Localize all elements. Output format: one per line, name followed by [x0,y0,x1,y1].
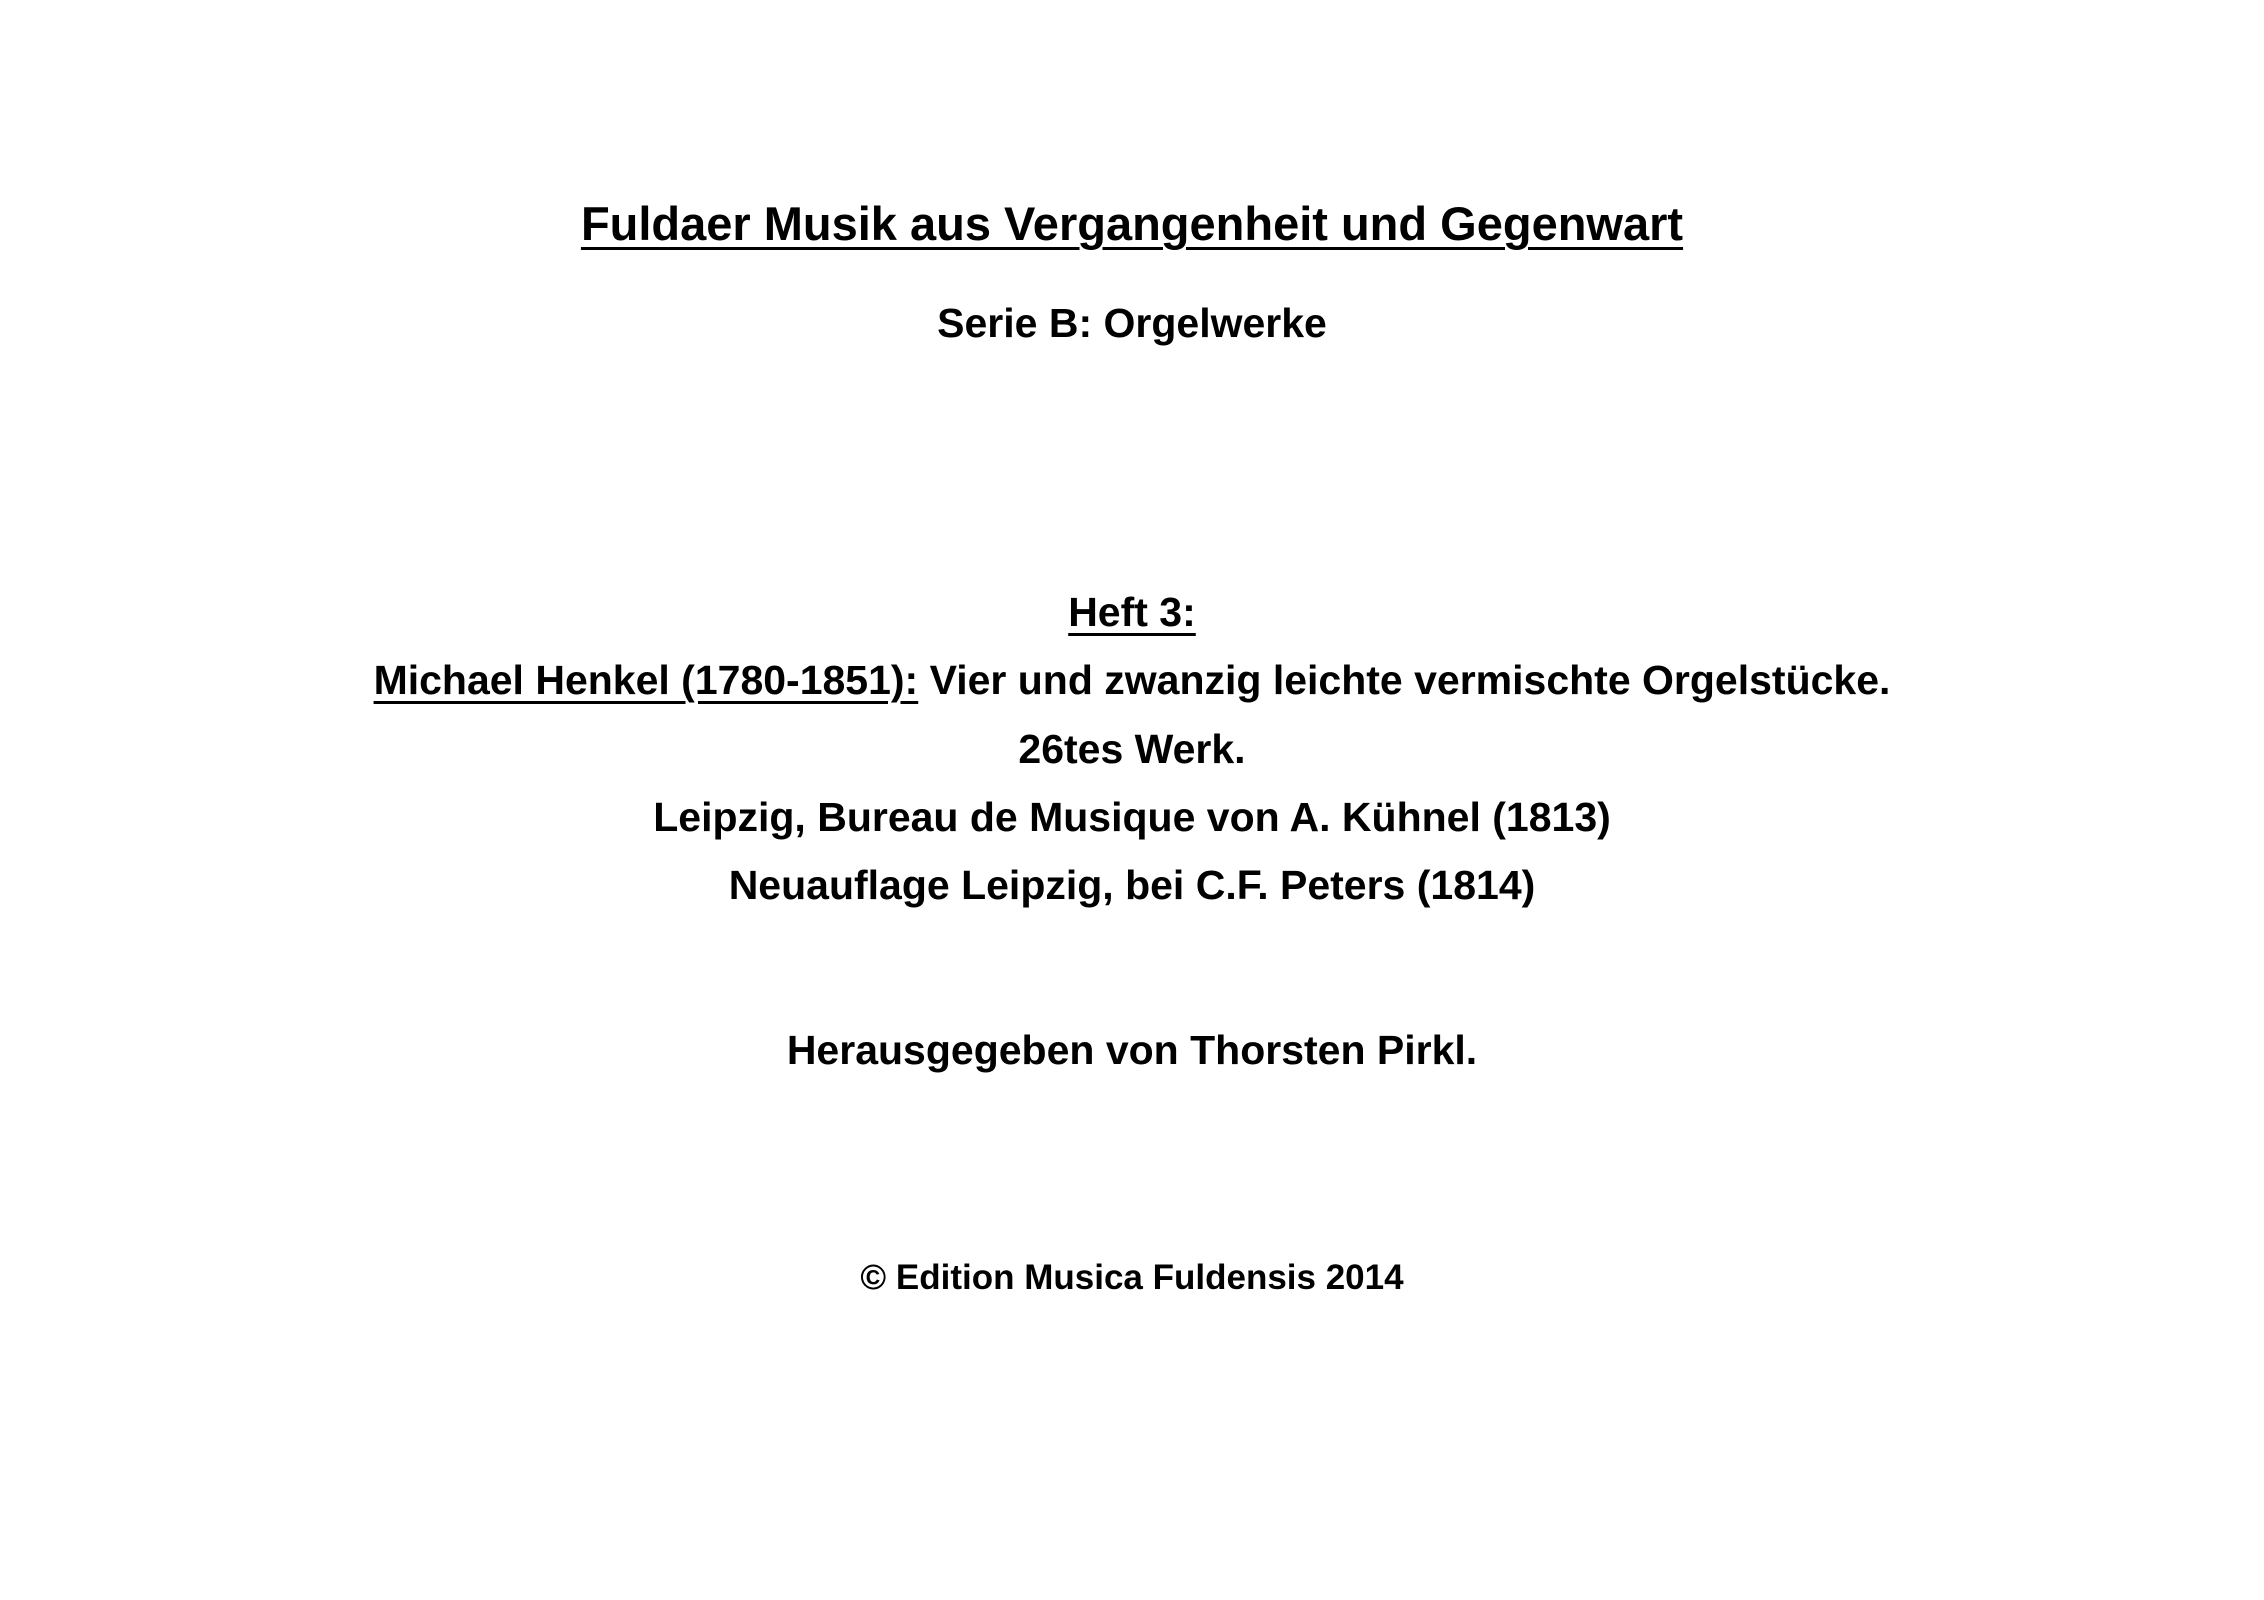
work-title: Vier und zwanzig leichte vermischte Orgelstücke. [918,657,1891,703]
series-title-line [0,197,2264,250]
opus-number: 26tes Werk. [1018,726,1246,772]
editor-credit: Herausgegeben von Thorsten Pirkl. [786,1027,1478,1073]
series-subtitle: Serie B: Orgelwerke [937,300,1327,346]
heft-label: Heft 3: [1068,589,1196,635]
work-line [0,657,2264,703]
series-title: Fuldaer Musik aus Vergangenheit und Gegenwart [580,197,1684,250]
composer-name: Michael Henkel (1780-1851): [373,657,919,703]
reprint-info: Neuauflage Leipzig, bei C.F. Peters (1814) [728,862,1536,908]
publisher-info: Leipzig, Bureau de Musique von A. Kühnel (1813) [653,794,1611,840]
heft-label-line [0,589,2264,635]
copyright-notice: © Edition Musica Fuldensis 2014 [860,1258,1404,1297]
